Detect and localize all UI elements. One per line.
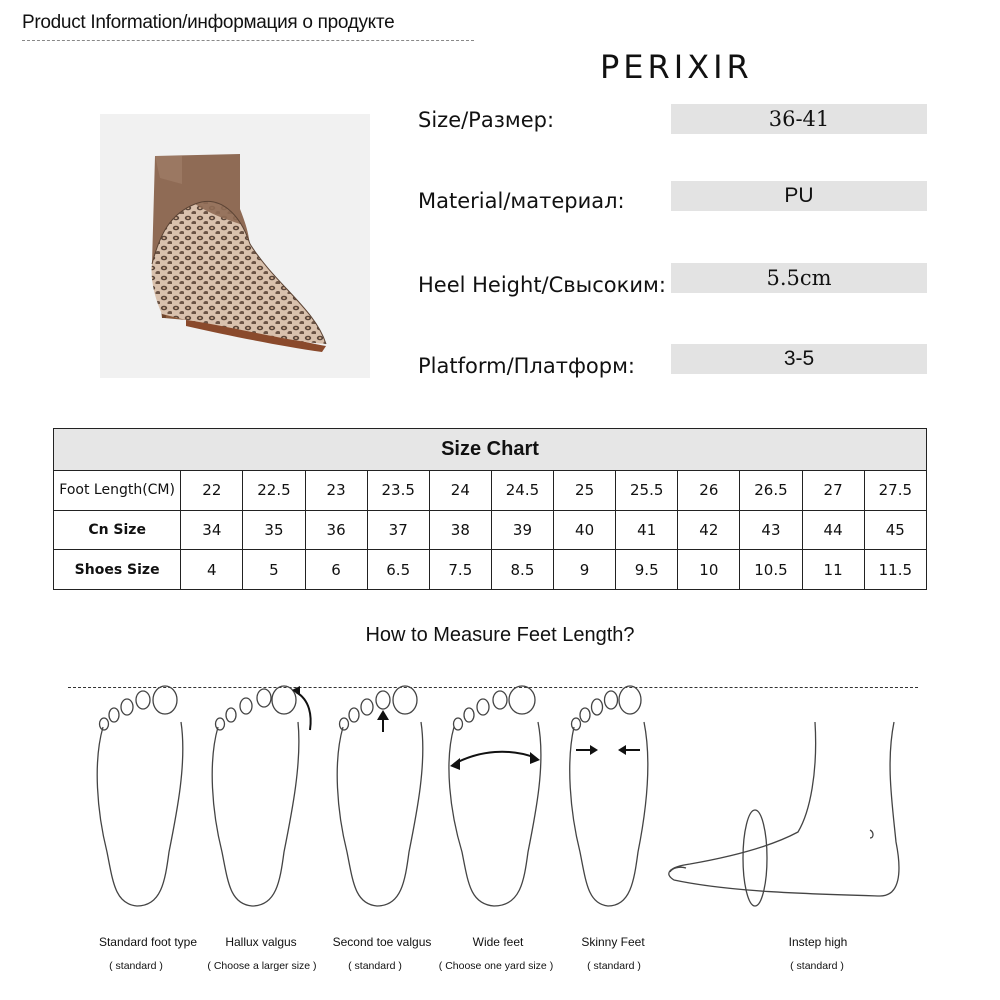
product-image [100,114,370,378]
size-cell: 27 [802,471,864,511]
caption-hallux-valgus: Hallux valgus [225,935,297,949]
brand-logo: PERIXIR [600,48,753,86]
row-header-cn-size: Cn Size [54,510,181,550]
size-cell: 22 [181,471,243,511]
caption-wide-feet: Wide feet [472,935,524,949]
size-cell: 7.5 [429,550,491,590]
size-chart-title-row [54,429,927,471]
size-cell: 43 [740,510,802,550]
size-cell: 27.5 [864,471,926,511]
size-cell: 6.5 [367,550,429,590]
row-header-shoes-size: Shoes Size [54,550,181,590]
header-divider [22,40,474,41]
product-info-title: Product Information/информация о продукте [22,12,395,33]
spec-row-size [418,104,928,136]
size-cell: 9 [554,550,616,590]
size-cell: 4 [181,550,243,590]
spec-value-material: PU [671,181,927,211]
note-second-toe-valgus: ( standard ) [348,960,402,972]
spec-row-heel-height [418,263,928,295]
note-wide-feet: ( Choose one yard size ) [438,960,554,972]
size-cell: 5 [243,550,305,590]
table-row-shoes-size [54,550,927,590]
size-cell: 41 [616,510,678,550]
size-cell: 10.5 [740,550,802,590]
size-cell: 6 [305,550,367,590]
size-cell: 9.5 [616,550,678,590]
size-chart-table [53,428,927,590]
size-cell: 24 [429,471,491,511]
instep-high-foot-icon [660,682,910,912]
size-cell: 44 [802,510,864,550]
measure-title: How to Measure Feet Length? [365,624,635,646]
size-cell: 25 [554,471,616,511]
skinny-feet-foot-icon [560,682,660,912]
table-row-cn-size [54,510,927,550]
size-cell: 26.5 [740,471,802,511]
size-cell: 11 [802,550,864,590]
second-toe-valgus-foot-icon [325,682,435,912]
size-cell: 8.5 [491,550,553,590]
size-cell: 25.5 [616,471,678,511]
spec-label-platform: Platform/Платформ: [418,354,636,378]
spec-label-material: Material/материал: [418,189,625,213]
size-cell: 45 [864,510,926,550]
note-hallux-valgus: ( Choose a larger size ) [207,960,317,972]
size-cell: 23.5 [367,471,429,511]
size-cell: 22.5 [243,471,305,511]
size-cell: 40 [554,510,616,550]
size-cell: 11.5 [864,550,926,590]
size-cell: 37 [367,510,429,550]
wide-feet-foot-icon [440,682,550,912]
spec-label-heel-height: Heel Height/Свысоким: [418,273,666,297]
size-cell: 24.5 [491,471,553,511]
spec-row-material [418,181,928,213]
caption-instep-high: Instep high [788,935,848,949]
size-cell: 35 [243,510,305,550]
table-row-foot-length [54,471,927,511]
size-cell: 36 [305,510,367,550]
size-cell: 34 [181,510,243,550]
spec-value-size: 36-41 [671,104,927,134]
size-cell: 42 [678,510,740,550]
size-cell: 39 [491,510,553,550]
spec-value-heel-height: 5.5cm [671,263,927,293]
size-chart-title: Size Chart [54,429,927,471]
caption-standard-foot: Standard foot type [98,935,198,949]
size-cell: 26 [678,471,740,511]
spec-label-size: Size/Размер: [418,108,555,132]
spec-value-platform: 3-5 [671,344,927,374]
spec-row-platform [418,344,928,376]
size-cell: 10 [678,550,740,590]
row-header-foot-length: Foot Length(CM) [54,471,181,511]
caption-skinny-feet: Skinny Feet [581,935,645,949]
size-cell: 23 [305,471,367,511]
note-skinny-feet: ( standard ) [587,960,641,972]
ankle-boot-illustration [100,114,370,378]
note-instep-high: ( standard ) [790,960,844,972]
hallux-valgus-foot-icon [200,682,320,912]
size-cell: 38 [429,510,491,550]
caption-second-toe-valgus: Second toe valgus [332,935,432,949]
note-standard-foot: ( standard ) [109,960,163,972]
standard-foot-icon [85,682,195,912]
